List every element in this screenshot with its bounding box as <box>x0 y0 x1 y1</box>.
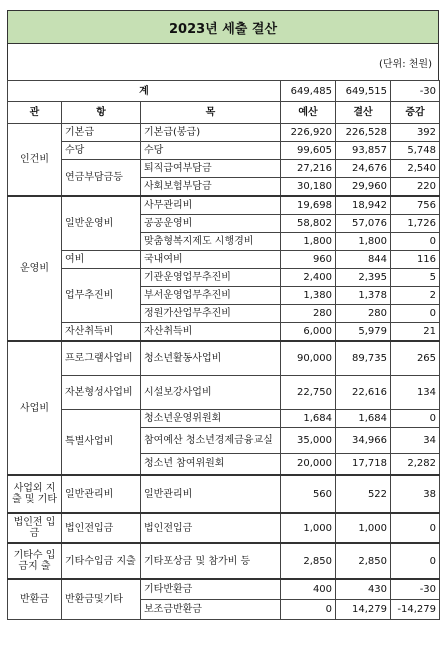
actual-cell: 14,279 <box>336 599 391 619</box>
budget-cell: 90,000 <box>281 341 336 375</box>
hang-cell: 법인전입금 <box>62 513 141 543</box>
budget-cell: 960 <box>281 251 336 269</box>
mok-cell: 자산취득비 <box>141 323 281 342</box>
hang-cell: 자산취득비 <box>62 323 141 342</box>
table-row <box>8 124 440 142</box>
hang-cell: 연금부담금등 <box>62 160 141 197</box>
table-row <box>8 543 440 579</box>
budget-cell: 58,802 <box>281 215 336 233</box>
total-actual: 649,515 <box>336 81 391 102</box>
diff-cell: -30 <box>391 579 440 599</box>
hang-cell: 반환금및기타 <box>62 579 141 619</box>
budget-cell: 400 <box>281 579 336 599</box>
budget-cell: 226,920 <box>281 124 336 142</box>
actual-cell: 22,616 <box>336 375 391 409</box>
unit-note-row <box>7 44 439 80</box>
group-cell: 사업외 지출 및 기타 <box>8 475 62 513</box>
budget-cell: 2,850 <box>281 543 336 579</box>
diff-cell: 5,748 <box>391 142 440 160</box>
diff-cell: 2,540 <box>391 160 440 178</box>
budget-cell: 99,605 <box>281 142 336 160</box>
settlement-table <box>7 80 440 620</box>
actual-cell: 1,378 <box>336 287 391 305</box>
diff-cell: 2 <box>391 287 440 305</box>
diff-cell: 116 <box>391 251 440 269</box>
actual-cell: 2,850 <box>336 543 391 579</box>
diff-cell: 21 <box>391 323 440 342</box>
table-row <box>8 409 440 427</box>
table-row <box>8 375 440 409</box>
table-row <box>8 323 440 342</box>
actual-cell: 17,718 <box>336 453 391 475</box>
mok-cell: 청소년운영위원회 <box>141 409 281 427</box>
mok-cell: 맞춤형복지제도 시행경비 <box>141 233 281 251</box>
budget-cell: 30,180 <box>281 178 336 197</box>
diff-cell: 0 <box>391 543 440 579</box>
table-row <box>8 160 440 178</box>
hang-cell: 프로그램사업비 <box>62 341 141 375</box>
table-row <box>8 142 440 160</box>
actual-cell: 1,000 <box>336 513 391 543</box>
group-cell: 운영비 <box>8 196 62 341</box>
total-row <box>8 81 440 102</box>
mok-cell: 보조금반환금 <box>141 599 281 619</box>
hang-cell: 수당 <box>62 142 141 160</box>
mok-cell: 참여예산 청소년경제금융교실 <box>141 427 281 453</box>
header-row <box>8 102 440 124</box>
budget-cell: 1,800 <box>281 233 336 251</box>
budget-cell: 1,684 <box>281 409 336 427</box>
mok-cell: 청소년활동사업비 <box>141 341 281 375</box>
hang-cell: 일반관리비 <box>62 475 141 513</box>
actual-cell: 430 <box>336 579 391 599</box>
group-cell: 법인전 입금 <box>8 513 62 543</box>
header-actual: 결산 <box>336 102 391 124</box>
mok-cell: 부서운영업무추진비 <box>141 287 281 305</box>
hang-cell: 기본급 <box>62 124 141 142</box>
budget-cell: 2,400 <box>281 269 336 287</box>
header-budget: 예산 <box>281 102 336 124</box>
diff-cell: 134 <box>391 375 440 409</box>
total-label: 계 <box>8 81 281 102</box>
table-row <box>8 269 440 287</box>
budget-cell: 35,000 <box>281 427 336 453</box>
header-diff: 증감 <box>391 102 440 124</box>
hang-cell: 여비 <box>62 251 141 269</box>
table-row <box>8 341 440 375</box>
table-row <box>8 251 440 269</box>
budget-cell: 280 <box>281 305 336 323</box>
budget-cell: 6,000 <box>281 323 336 342</box>
mok-cell: 시설보강사업비 <box>141 375 281 409</box>
mok-cell: 국내여비 <box>141 251 281 269</box>
budget-cell: 19,698 <box>281 196 336 215</box>
diff-cell: 0 <box>391 513 440 543</box>
table-row <box>8 475 440 513</box>
actual-cell: 5,979 <box>336 323 391 342</box>
diff-cell: 392 <box>391 124 440 142</box>
actual-cell: 89,735 <box>336 341 391 375</box>
actual-cell: 280 <box>336 305 391 323</box>
diff-cell: 38 <box>391 475 440 513</box>
header-hang: 항 <box>62 102 141 124</box>
hang-cell: 자본형성사업비 <box>62 375 141 409</box>
header-gwan: 관 <box>8 102 62 124</box>
mok-cell: 사무관리비 <box>141 196 281 215</box>
mok-cell: 청소년 참여위원회 <box>141 453 281 475</box>
actual-cell: 34,966 <box>336 427 391 453</box>
mok-cell: 사회보험부담금 <box>141 178 281 197</box>
actual-cell: 226,528 <box>336 124 391 142</box>
table-row <box>8 513 440 543</box>
hang-cell: 일반운영비 <box>62 196 141 251</box>
diff-cell: 2,282 <box>391 453 440 475</box>
actual-cell: 522 <box>336 475 391 513</box>
mok-cell: 법인전입금 <box>141 513 281 543</box>
document-title: 2023년 세출 결산 <box>7 10 439 44</box>
mok-cell: 수당 <box>141 142 281 160</box>
group-cell: 사업비 <box>8 341 62 475</box>
actual-cell: 1,800 <box>336 233 391 251</box>
actual-cell: 1,684 <box>336 409 391 427</box>
budget-cell: 27,216 <box>281 160 336 178</box>
actual-cell: 2,395 <box>336 269 391 287</box>
diff-cell: 0 <box>391 409 440 427</box>
budget-cell: 1,000 <box>281 513 336 543</box>
header-mok: 목 <box>141 102 281 124</box>
budget-cell: 0 <box>281 599 336 619</box>
diff-cell: 1,726 <box>391 215 440 233</box>
group-cell: 반환금 <box>8 579 62 619</box>
mok-cell: 기타포상금 및 참가비 등 <box>141 543 281 579</box>
table-row <box>8 196 440 215</box>
group-cell: 기타수 입금지 출 <box>8 543 62 579</box>
diff-cell: -14,279 <box>391 599 440 619</box>
diff-cell: 756 <box>391 196 440 215</box>
mok-cell: 일반관리비 <box>141 475 281 513</box>
budget-cell: 22,750 <box>281 375 336 409</box>
mok-cell: 정원가산업무추진비 <box>141 305 281 323</box>
diff-cell: 0 <box>391 233 440 251</box>
hang-cell: 특별사업비 <box>62 409 141 475</box>
actual-cell: 29,960 <box>336 178 391 197</box>
mok-cell: 기타반환금 <box>141 579 281 599</box>
total-budget: 649,485 <box>281 81 336 102</box>
budget-cell: 560 <box>281 475 336 513</box>
actual-cell: 18,942 <box>336 196 391 215</box>
total-diff: -30 <box>391 81 440 102</box>
hang-cell: 업무추진비 <box>62 269 141 323</box>
group-cell: 인건비 <box>8 124 62 197</box>
mok-cell: 퇴직급여부담금 <box>141 160 281 178</box>
mok-cell: 공공운영비 <box>141 215 281 233</box>
actual-cell: 57,076 <box>336 215 391 233</box>
diff-cell: 220 <box>391 178 440 197</box>
diff-cell: 0 <box>391 305 440 323</box>
diff-cell: 5 <box>391 269 440 287</box>
mok-cell: 기관운영업무추진비 <box>141 269 281 287</box>
actual-cell: 844 <box>336 251 391 269</box>
settlement-document <box>7 10 439 620</box>
diff-cell: 34 <box>391 427 440 453</box>
unit-note: (단위: 천원) <box>379 58 432 70</box>
mok-cell: 기본급(봉급) <box>141 124 281 142</box>
hang-cell: 기타수입금 지출 <box>62 543 141 579</box>
budget-cell: 20,000 <box>281 453 336 475</box>
diff-cell: 265 <box>391 341 440 375</box>
actual-cell: 24,676 <box>336 160 391 178</box>
budget-cell: 1,380 <box>281 287 336 305</box>
actual-cell: 93,857 <box>336 142 391 160</box>
table-row <box>8 579 440 599</box>
